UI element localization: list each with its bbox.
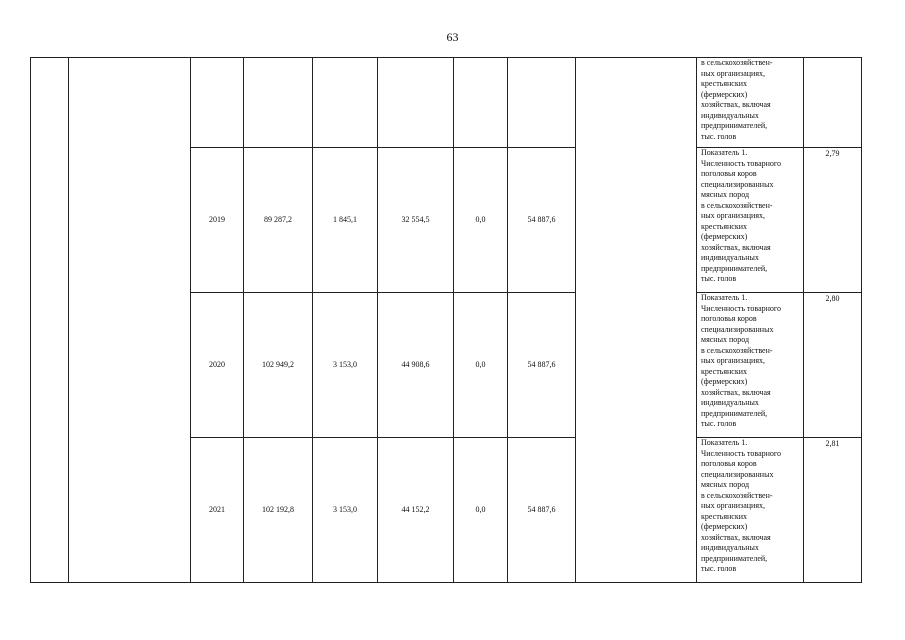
activity-name-cell bbox=[69, 58, 191, 583]
indicator-cell bbox=[697, 148, 804, 293]
table-row-continuation bbox=[31, 58, 862, 148]
indicator-line: поголовья коров bbox=[701, 169, 757, 178]
regional-cell bbox=[378, 58, 454, 148]
indicator-line: мясных пород bbox=[701, 190, 750, 199]
indicator-line: индивидуальных bbox=[701, 253, 759, 262]
indicator-line: хозяйствах, включая bbox=[701, 242, 771, 252]
indicator-line: хозяйствах, включая bbox=[701, 532, 771, 542]
federal-cell bbox=[313, 58, 378, 148]
indicator-line: поголовья коров bbox=[701, 314, 757, 323]
indicator-line: крестьянских bbox=[701, 366, 748, 376]
indicator-line: ных организациях, bbox=[701, 356, 766, 365]
indicator-line: крестьянских bbox=[701, 79, 748, 88]
indicator-line: Показатель 1. bbox=[701, 438, 748, 447]
indicator-line: Показатель 1. bbox=[701, 293, 748, 302]
indicator-line: тыс. голов bbox=[701, 564, 737, 573]
indicator-line: в сельскохозяйствен- bbox=[701, 490, 773, 500]
indicator-line: предпринимателей, bbox=[701, 121, 768, 130]
target-value-cell: 2,80 bbox=[804, 293, 862, 438]
indicator-cell bbox=[697, 438, 804, 583]
row-number-cell bbox=[31, 58, 69, 583]
indicator-line: мясных пород bbox=[701, 335, 750, 344]
indicator-line: специализированных bbox=[701, 324, 774, 334]
indicator-line: хозяйствах, включая bbox=[701, 387, 771, 397]
other-cell bbox=[508, 58, 576, 148]
year-cell: 2021 bbox=[191, 438, 244, 583]
indicator-line: тыс. голов bbox=[701, 131, 737, 141]
indicator-line: предпринимателей, bbox=[701, 553, 768, 563]
local-cell: 0,0 bbox=[454, 438, 508, 583]
indicator-line: (фермерских) bbox=[701, 232, 748, 241]
target-value-cell: 2,81 bbox=[804, 438, 862, 583]
indicator-line: предпринимателей, bbox=[701, 263, 768, 273]
year-cell: 2020 bbox=[191, 293, 244, 438]
other-cell: 54 887,6 bbox=[508, 438, 576, 583]
local-cell: 0,0 bbox=[454, 293, 508, 438]
indicator-line: (фермерских) bbox=[701, 89, 748, 99]
indicator-line: поголовья коров bbox=[701, 459, 757, 468]
indicator-line: специализированных bbox=[701, 179, 774, 189]
indicator-line: (фермерских) bbox=[701, 377, 748, 386]
indicator-line: индивидуальных bbox=[701, 398, 759, 407]
total-cell: 102 949,2 bbox=[244, 293, 313, 438]
other-cell: 54 887,6 bbox=[508, 148, 576, 293]
indicator-line: специализированных bbox=[701, 469, 774, 479]
regional-cell: 44 152,2 bbox=[378, 438, 454, 583]
indicator-line: Численность товарного bbox=[701, 448, 782, 458]
federal-cell: 3 153,0 bbox=[313, 438, 378, 583]
indicator-line: Численность товарного bbox=[701, 303, 782, 313]
indicator-line: тыс. голов bbox=[701, 274, 737, 283]
indicator-line: предпринимателей, bbox=[701, 408, 768, 418]
federal-cell: 3 153,0 bbox=[313, 293, 378, 438]
indicator-line: (фермерских) bbox=[701, 522, 748, 531]
other-cell: 54 887,6 bbox=[508, 293, 576, 438]
indicator-line: ных организациях, bbox=[701, 501, 766, 510]
indicator-line: в сельскохозяйствен- bbox=[701, 58, 773, 67]
indicator-line: тыс. голов bbox=[701, 419, 737, 428]
indicator-line: ных организациях, bbox=[701, 211, 766, 220]
year-cell bbox=[191, 58, 244, 148]
regional-cell: 32 554,5 bbox=[378, 148, 454, 293]
local-cell bbox=[454, 58, 508, 148]
regional-cell: 44 908,6 bbox=[378, 293, 454, 438]
year-cell: 2019 bbox=[191, 148, 244, 293]
indicator-line: Численность товарного bbox=[701, 158, 782, 168]
indicator-line: индивидуальных bbox=[701, 110, 759, 120]
indicator-cell bbox=[697, 293, 804, 438]
indicator-line: ных организациях, bbox=[701, 68, 766, 78]
indicator-line: в сельскохозяйствен- bbox=[701, 200, 773, 210]
total-cell bbox=[244, 58, 313, 148]
indicator-line: хозяйствах, включая bbox=[701, 100, 771, 109]
total-cell: 89 287,2 bbox=[244, 148, 313, 293]
indicator-cell bbox=[697, 58, 804, 148]
local-cell: 0,0 bbox=[454, 148, 508, 293]
indicator-line: Показатель 1. bbox=[701, 148, 748, 157]
indicator-line: мясных пород bbox=[701, 480, 750, 489]
budget-table bbox=[30, 57, 862, 583]
executor-cell bbox=[576, 58, 697, 583]
target-value-cell: 2,79 bbox=[804, 148, 862, 293]
target-value-cell bbox=[804, 58, 862, 148]
indicator-line: крестьянских bbox=[701, 221, 748, 231]
indicator-line: в сельскохозяйствен- bbox=[701, 345, 773, 355]
page-number: 63 bbox=[446, 30, 459, 44]
total-cell: 102 192,8 bbox=[244, 438, 313, 583]
indicator-line: крестьянских bbox=[701, 511, 748, 521]
indicator-line: индивидуальных bbox=[701, 543, 759, 552]
federal-cell: 1 845,1 bbox=[313, 148, 378, 293]
